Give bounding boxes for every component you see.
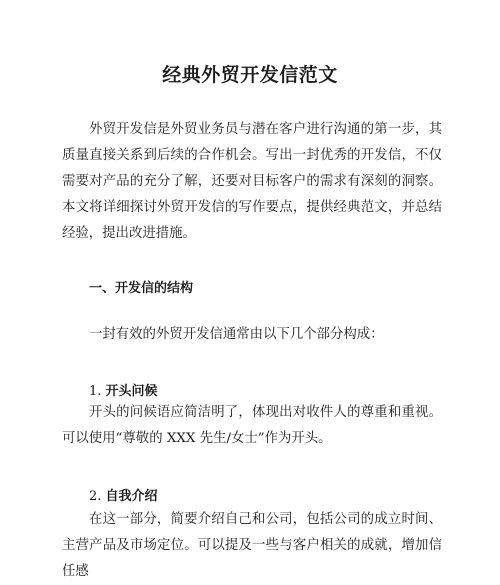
section-heading-structure: 一、开发信的结构	[89, 281, 194, 296]
item-heading-greeting	[89, 380, 158, 399]
item-number: 1.	[89, 384, 102, 399]
item-title: 开头问候	[105, 384, 158, 399]
intro-paragraph: 外贸开发信是外贸业务员与潜在客户进行沟通的第一步，其质量直接关系到后续的合作机会。写出一封优秀的开发信，不仅需要对产品的充分了解，还要对目标客户的需求有深刻的洞察。本文将详细探讨外贸开发信的写作要点，提供经典范文，并总结经验，提出改进措施。	[62, 122, 442, 241]
section-structure-paragraph: 一封有效的外贸开发信通常由以下几个部分构成：	[89, 327, 384, 342]
document-title: 经典外贸开发信范文	[162, 64, 338, 86]
item-number: 2.	[89, 489, 102, 504]
item-greeting-paragraph: 开头的问候语应简洁明了，体现出对收件人的尊重和重视。可以使用“尊敬的 XXX 先生/女士”作为开头。	[62, 405, 442, 446]
item-title: 自我介绍	[105, 489, 158, 504]
item-introduction-paragraph: 在这一部分，简要介绍自己和公司，包括公司的成立时间、主营产品及市场定位。可以提及一些与客户相关的成就，增加信任感	[62, 512, 442, 579]
item-heading-introduction	[89, 485, 158, 504]
